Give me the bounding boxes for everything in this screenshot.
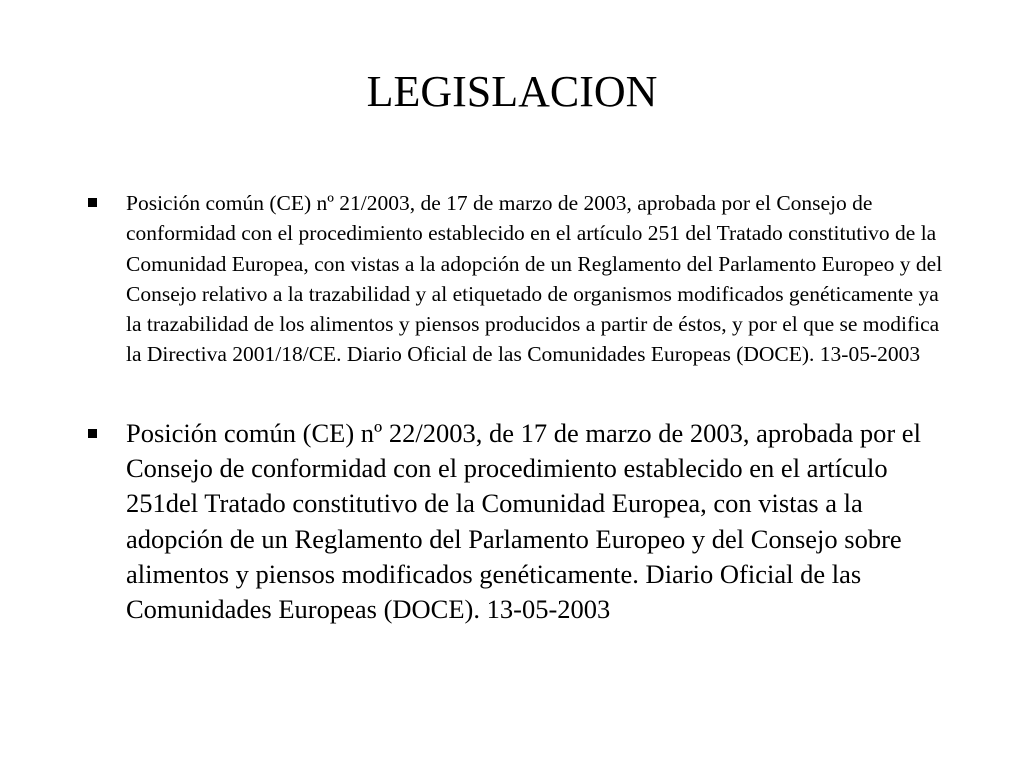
bullet-item <box>84 416 944 628</box>
bullet-item <box>84 188 944 370</box>
slide-title: LEGISLACION <box>366 67 658 116</box>
bullet-list <box>84 188 944 628</box>
bullet-text: Posición común (CE) nº 22/2003, de 17 de marzo de 2003, aprobada por el Consejo de conformidad con el procedimiento establecido en el artículo 251del Tratado constitutivo de la Comunidad Europea, con vistas a la adopción de un Reglamento del Parlamento Europeo y del Consejo sobre alimentos y piensos modificados genéticamente. Diario Oficial de las Comunidades Europeas (DOCE). 13-05-2003 <box>126 417 921 625</box>
square-bullet-icon <box>88 429 97 438</box>
square-bullet-icon <box>88 198 97 207</box>
bullet-text: Posición común (CE) nº 21/2003, de 17 de marzo de 2003, aprobada por el Consejo de conformidad con el procedimiento establecido en el artículo 251 del Tratado constitutivo de la Comunidad Europea, con vistas a la adopción de un Reglamento del Parlamento Europeo y del Consejo relativo a la trazabilidad y al etiquetado de organismos modificados genéticamente ya la trazabilidad de los alimentos y piensos producidos a partir de éstos, y por el que se modifica la Directiva 2001/18/CE. Diario Oficial de las Comunidades Europeas (DOCE). 13-05-2003 <box>126 191 943 367</box>
